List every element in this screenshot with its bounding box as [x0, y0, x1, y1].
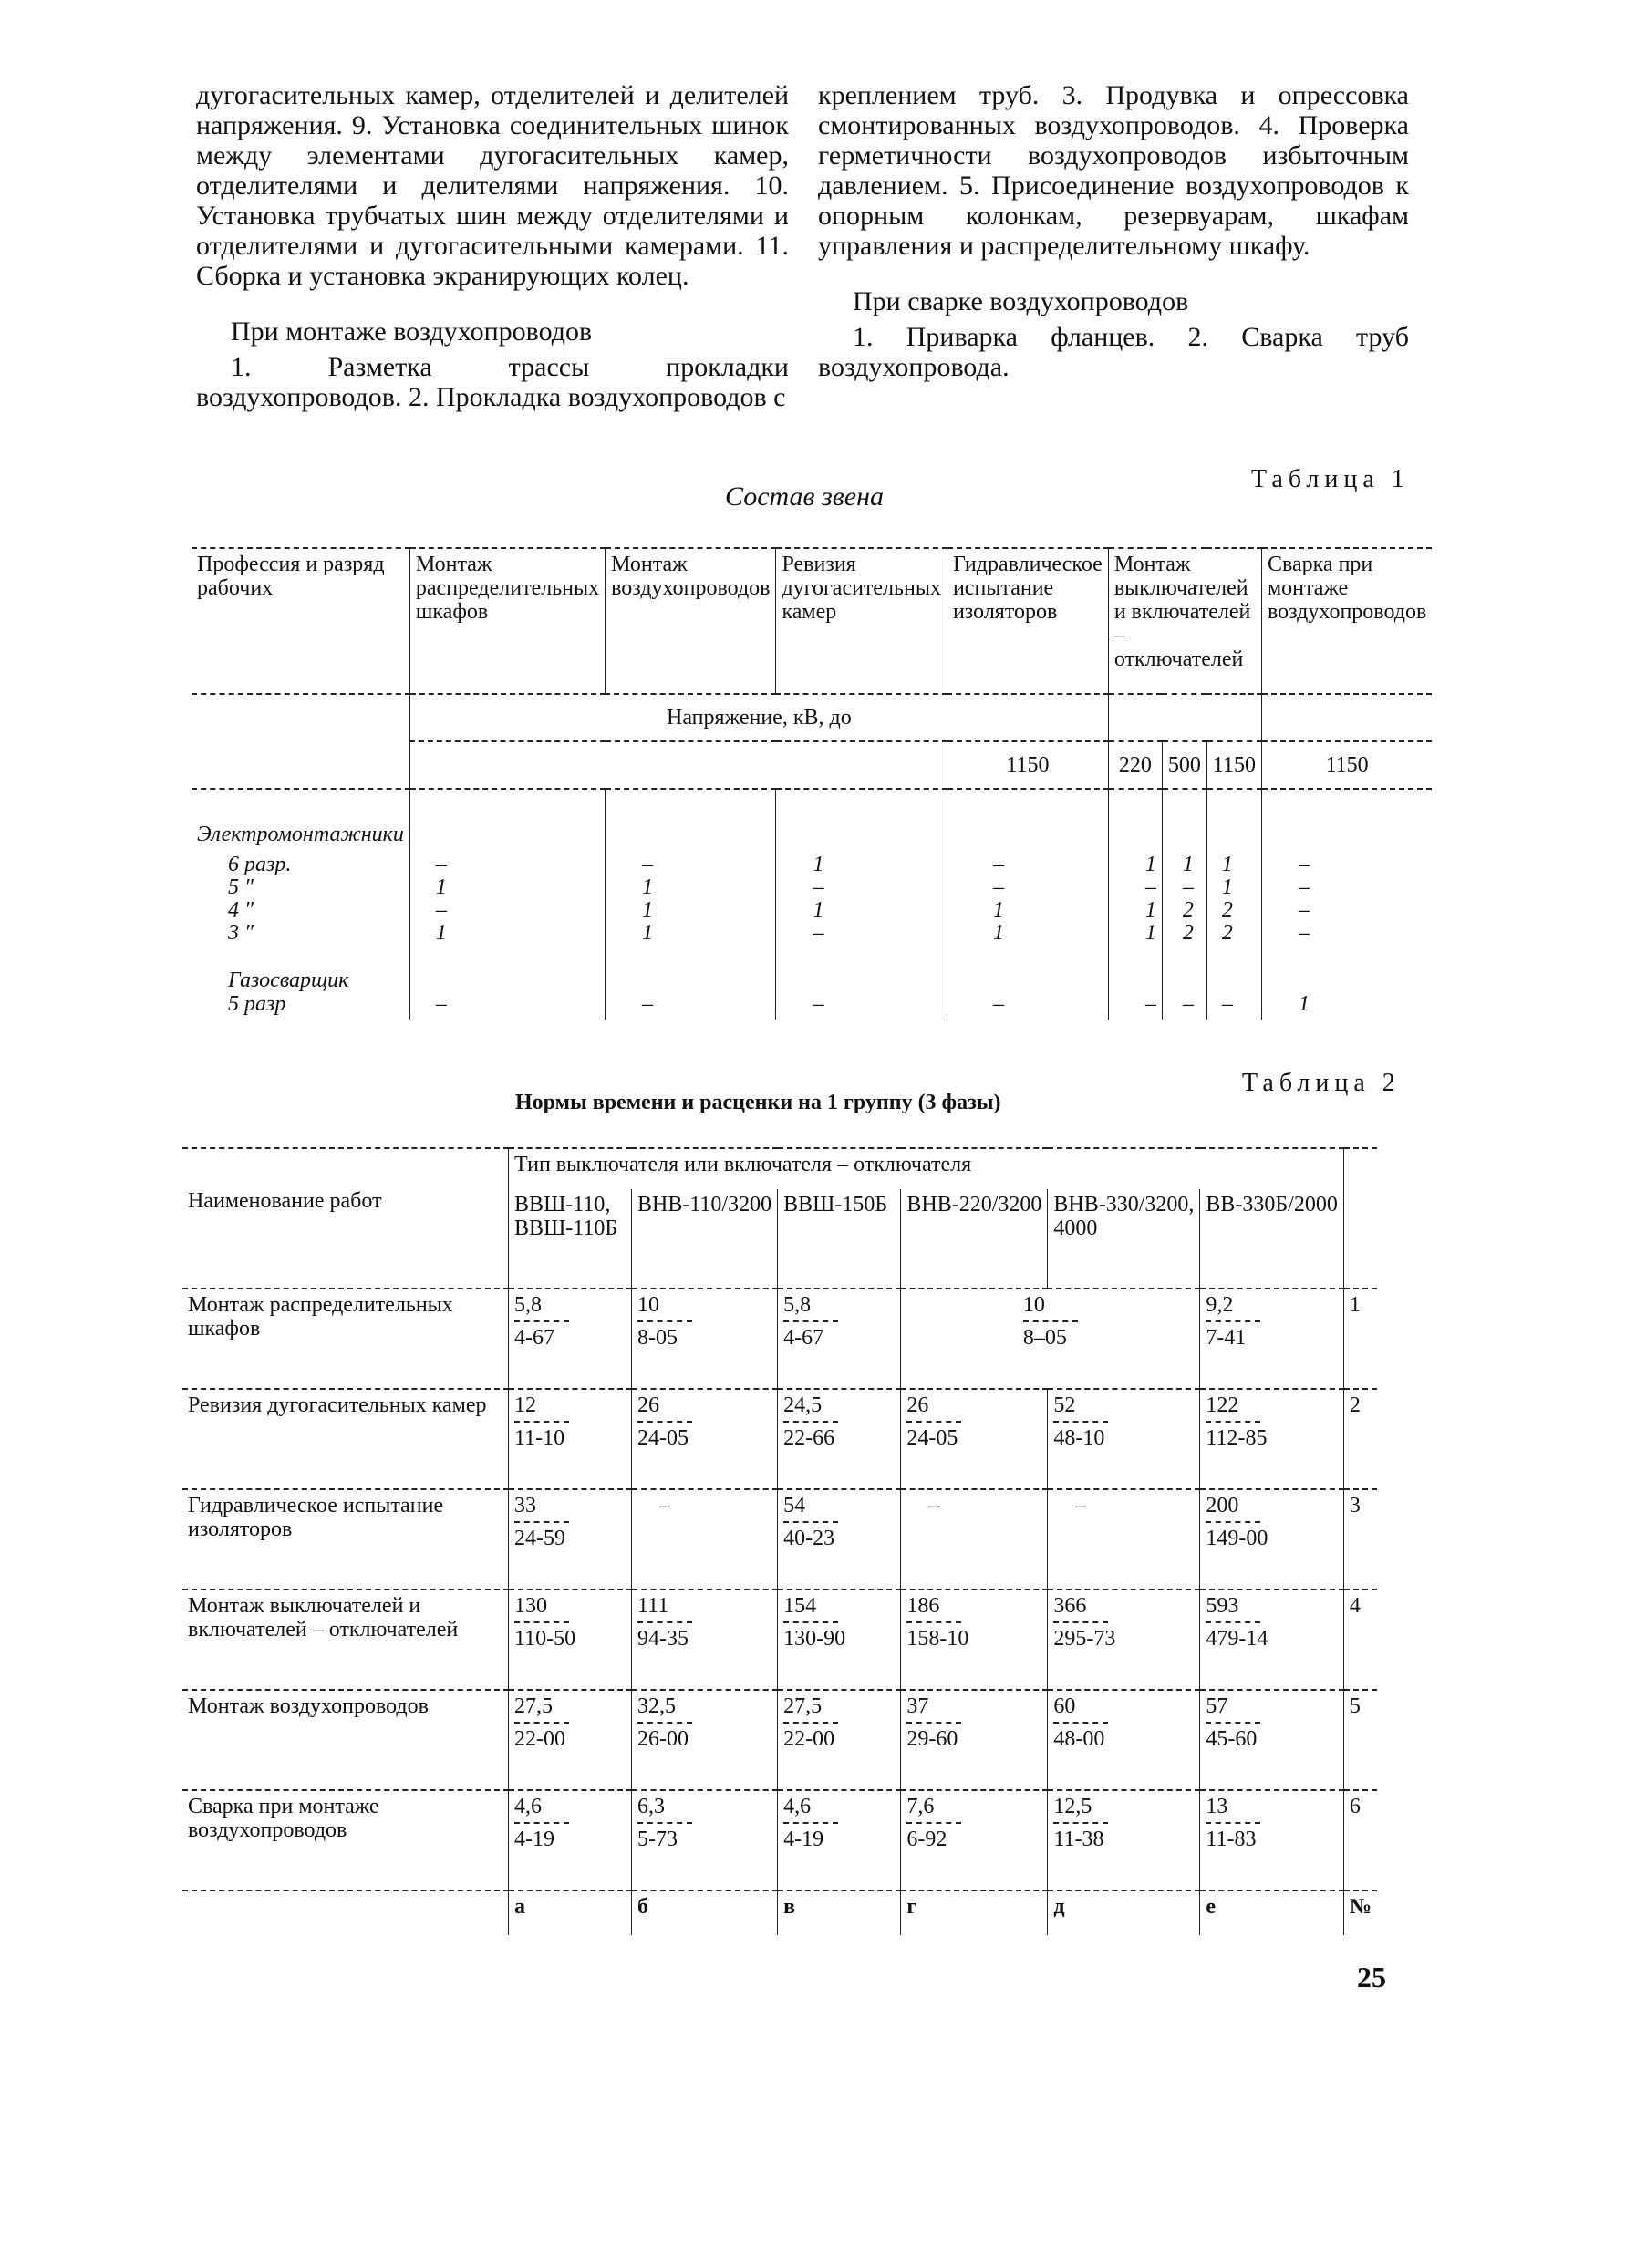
t2-r4-d-bot: 295-73 [1053, 1627, 1116, 1651]
t1-g2-8: 1 [1261, 948, 1432, 1020]
page-number: 25 [1357, 1961, 1386, 1994]
t2-r5-e-top: 57 [1206, 1694, 1228, 1718]
left-para-2: 1. Разметка трассы прокладки воздухопроводов. 2. Прокладка воздухопроводов с [196, 352, 789, 412]
t2-r3-e-top: 200 [1206, 1494, 1239, 1517]
t2-letter-no: № [1343, 1890, 1377, 1935]
table1 [192, 547, 1432, 1020]
t2-r6-g-bot: 6-92 [906, 1828, 947, 1851]
t1-voltage-label: Напряжение, кВ, до [409, 694, 1108, 741]
t2-r5-a-bot: 22-00 [514, 1727, 566, 1751]
t1-g2-4: – [947, 948, 1108, 1020]
t1-v-1150: 1150 [947, 741, 1108, 789]
t2-r5-c-top: 27,5 [783, 1694, 823, 1718]
right-para-1: креплением труб. 3. Продувка и опрессовка смонтированных воздухопроводов. 4. Проверка герметичности воздухопроводов избыточным давлением. 5. Присоединение воздухопроводов к опорным колонкам, резервуарам, шкафам управления и распределительному шкафу. [818, 80, 1409, 261]
t2-r3-c-top: 54 [783, 1494, 806, 1517]
t2-r5-g-top: 37 [906, 1694, 929, 1718]
t2-r4-g-bot: 158-10 [906, 1627, 969, 1651]
t2-r3-a-bot: 24-59 [514, 1527, 566, 1550]
left-heading: При монтаже воздухопроводов [231, 316, 593, 347]
t2-r1-gd-top: 10 [1022, 1293, 1045, 1317]
t1-v-1150c: 1150 [1261, 741, 1432, 789]
t2-r2-d-bot: 48-10 [1053, 1426, 1105, 1450]
t2-r4-c-bot: 130-90 [783, 1627, 846, 1651]
t1-g2-6: – [1162, 948, 1206, 1020]
t2-r2-d-top: 52 [1053, 1393, 1076, 1417]
t2-r4-b-bot: 94-35 [637, 1627, 689, 1651]
t1-header-c3: Ревизия дугогасительных камер [776, 548, 947, 694]
t1-header-c1: Монтаж распределительных шкафов [409, 548, 605, 694]
t2-r1-e-top: 9,2 [1206, 1293, 1234, 1317]
table1-label: Таблица 1 [1251, 465, 1410, 493]
t2-r2-a-bot: 11-10 [514, 1426, 565, 1450]
t2-r1-gd-bot: 8–05 [1022, 1326, 1067, 1350]
t2-r4-a-top: 130 [514, 1594, 548, 1618]
t2-r5-d-top: 60 [1053, 1694, 1076, 1718]
t2-r5-e-bot: 45-60 [1206, 1727, 1258, 1751]
t2-row-index: 6 [1343, 1790, 1377, 1890]
t2-row-name: Монтаж выключателей и включателей – отключателей [182, 1590, 509, 1690]
t2-r5-a-top: 27,5 [514, 1694, 554, 1718]
right-column [818, 80, 1409, 382]
t2-r6-e-top: 13 [1206, 1795, 1228, 1818]
right-heading: При сварке воздухопроводов [853, 286, 1189, 316]
t2-r4-e-bot: 479-14 [1206, 1627, 1268, 1651]
t2-r6-b-bot: 5-73 [637, 1828, 678, 1851]
t2-type-c: ВВШ-150Б [778, 1189, 901, 1289]
t1-header-c5: Монтаж выключателей и включателей – отключателей [1108, 548, 1261, 694]
t2-r1-c-bot: 4-67 [783, 1326, 824, 1350]
t2-r1-b-bot: 8-05 [637, 1326, 678, 1350]
t2-type-g: ВНВ-220/3200 [901, 1189, 1048, 1289]
t2-r1-a-top: 5,8 [514, 1293, 543, 1317]
t2-row-index: 1 [1343, 1289, 1377, 1389]
t2-r1-b-top: 10 [637, 1293, 659, 1317]
t1-grades: 6 разр. 5 ″ 4 ″ 3 ″ [228, 853, 292, 945]
t2-row-name: Ревизия дугогасительных камер [182, 1389, 509, 1489]
t2-r4-d-top: 366 [1053, 1594, 1087, 1618]
t2-r4-c-top: 154 [783, 1594, 817, 1618]
t2-r5-d-bot: 48-00 [1053, 1727, 1105, 1751]
t2-letter-b: б [631, 1890, 777, 1935]
table1-title: Состав звена [725, 482, 885, 512]
t1-g2-1: – [409, 948, 605, 1020]
t2-r3-g-dash: – [901, 1489, 1048, 1590]
t2-r5-g-bot: 29-60 [906, 1727, 958, 1751]
t1-col6: – – – – [1261, 850, 1432, 948]
t2-type-a: ВВШ-110, ВВШ-110Б [509, 1189, 632, 1289]
t2-header-name: Наименование работ [182, 1148, 509, 1289]
t2-r4-a-bot: 110-50 [514, 1627, 576, 1651]
t2-r6-c-bot: 4-19 [783, 1828, 824, 1851]
t2-r3-d-dash: – [1048, 1489, 1200, 1590]
t1-col2: – 1 1 1 [606, 850, 776, 948]
t2-r6-b-top: 6,3 [637, 1795, 665, 1818]
t2-r5-b-top: 32,5 [637, 1694, 676, 1718]
t2-row-name: Сварка при монтаже воздухопроводов [182, 1790, 509, 1890]
t2-row-index: 4 [1343, 1590, 1377, 1690]
t2-r6-a-bot: 4-19 [514, 1828, 555, 1851]
t2-row-name: Монтаж воздухопроводов [182, 1690, 509, 1790]
t2-r6-g-top: 7,6 [906, 1795, 935, 1818]
t2-r1-a-bot: 4-67 [514, 1326, 555, 1350]
t1-v-500: 500 [1162, 741, 1206, 789]
t2-row-name: Гидравлическое испытание изоляторов [182, 1489, 509, 1590]
t2-r1-e-bot: 7-41 [1206, 1326, 1247, 1350]
t2-letter-d: д [1048, 1890, 1200, 1935]
table2-label: Таблица 2 [1242, 1069, 1401, 1097]
t2-r3-b-dash: – [631, 1489, 777, 1590]
t2-letter-g: г [901, 1890, 1048, 1935]
t1-header-profession: Профессия и разряд рабочих [192, 548, 409, 694]
t2-letter-a: а [509, 1890, 632, 1935]
t2-r3-c-bot: 40-23 [783, 1527, 835, 1550]
t1-g2-7: – [1206, 948, 1261, 1020]
t2-letter-e: е [1200, 1890, 1343, 1935]
t1-g2-3: – [776, 948, 947, 1020]
t1-header-c4: Гидравлическое испытание изоляторов [947, 548, 1108, 694]
t1-group-electricians: Электромонтажники [192, 789, 409, 850]
t1-group-gas-welder: Газосварщик 5 разр [228, 968, 349, 1016]
t2-r3-a-top: 33 [514, 1494, 537, 1517]
left-column [196, 80, 789, 412]
t2-r3-e-bot: 149-00 [1206, 1527, 1268, 1550]
t2-row-index: 3 [1343, 1489, 1377, 1590]
left-para-1: дугогасительных камер, отделителей и делителей напряжения. 9. Установка соединительных шинок между элементами дугогасительных камер, отделителями и делителями напряжения. 10. Установка трубчатых шин между отделителями и отделителями и дугогасительными камерами. 11. Сборка и установка экранирующих колец. [196, 80, 789, 291]
t1-v-220: 220 [1108, 741, 1162, 789]
t1-col4: – – 1 1 [947, 850, 1108, 948]
t1-g2-2: – [606, 948, 776, 1020]
t1-col3: 1 – 1 – [776, 850, 947, 948]
t1-g2-5: – [1108, 948, 1162, 1020]
t2-type-e: ВВ-330Б/2000 [1200, 1189, 1343, 1289]
t2-r2-b-bot: 24-05 [637, 1426, 689, 1450]
t2-row-index: 2 [1343, 1389, 1377, 1489]
t1-header-c2: Монтаж воздухопроводов [606, 548, 776, 694]
t2-r2-a-top: 12 [514, 1393, 537, 1417]
t2-r2-c-bot: 22-66 [783, 1426, 835, 1450]
t2-type-d: ВНВ-330/3200, 4000 [1048, 1189, 1200, 1289]
t1-col5b: 1 – 2 2 [1162, 850, 1206, 948]
table2-title: Нормы времени и расценки на 1 группу (3 фазы) [515, 1091, 1001, 1114]
t2-r2-g-bot: 24-05 [906, 1426, 958, 1450]
t2-r1-c-top: 5,8 [783, 1293, 812, 1317]
t2-r5-c-bot: 22-00 [783, 1727, 835, 1751]
t2-r6-a-top: 4,6 [514, 1795, 543, 1818]
t2-r4-g-top: 186 [906, 1594, 940, 1618]
t2-r4-e-top: 593 [1206, 1594, 1239, 1618]
t2-group-header: Тип выключателя или включателя – отключателя [509, 1148, 1344, 1189]
t2-row-name: Монтаж распределительных шкафов [182, 1289, 509, 1389]
t1-header-c6: Сварка при монтаже воздухопроводов [1261, 548, 1432, 694]
t1-col5c: 1 1 2 2 [1206, 850, 1261, 948]
right-para-2: 1. Приварка фланцев. 2. Сварка труб воздухопровода. [818, 322, 1409, 382]
t2-r6-c-top: 4,6 [783, 1795, 812, 1818]
t2-letter-c: в [778, 1890, 901, 1935]
t2-r6-d-top: 12,5 [1053, 1795, 1092, 1818]
t2-r5-b-bot: 26-00 [637, 1727, 689, 1751]
t2-r6-d-bot: 11-38 [1053, 1828, 1104, 1851]
t1-col5a: 1 – 1 1 [1108, 850, 1162, 948]
t2-type-b: ВНВ-110/3200 [631, 1189, 777, 1289]
table2 [182, 1147, 1377, 1935]
t2-row-index: 5 [1343, 1690, 1377, 1790]
t2-r2-g-top: 26 [906, 1393, 929, 1417]
t1-col1: – 1 – 1 [409, 850, 605, 948]
t2-r2-e-top: 122 [1206, 1393, 1239, 1417]
t2-r4-b-top: 111 [637, 1594, 669, 1618]
t2-r2-b-top: 26 [637, 1393, 659, 1417]
t2-r6-e-bot: 11-83 [1206, 1828, 1257, 1851]
t2-r2-e-bot: 112-85 [1206, 1426, 1268, 1450]
t2-r2-c-top: 24,5 [783, 1393, 823, 1417]
t1-v-1150b: 1150 [1206, 741, 1261, 789]
